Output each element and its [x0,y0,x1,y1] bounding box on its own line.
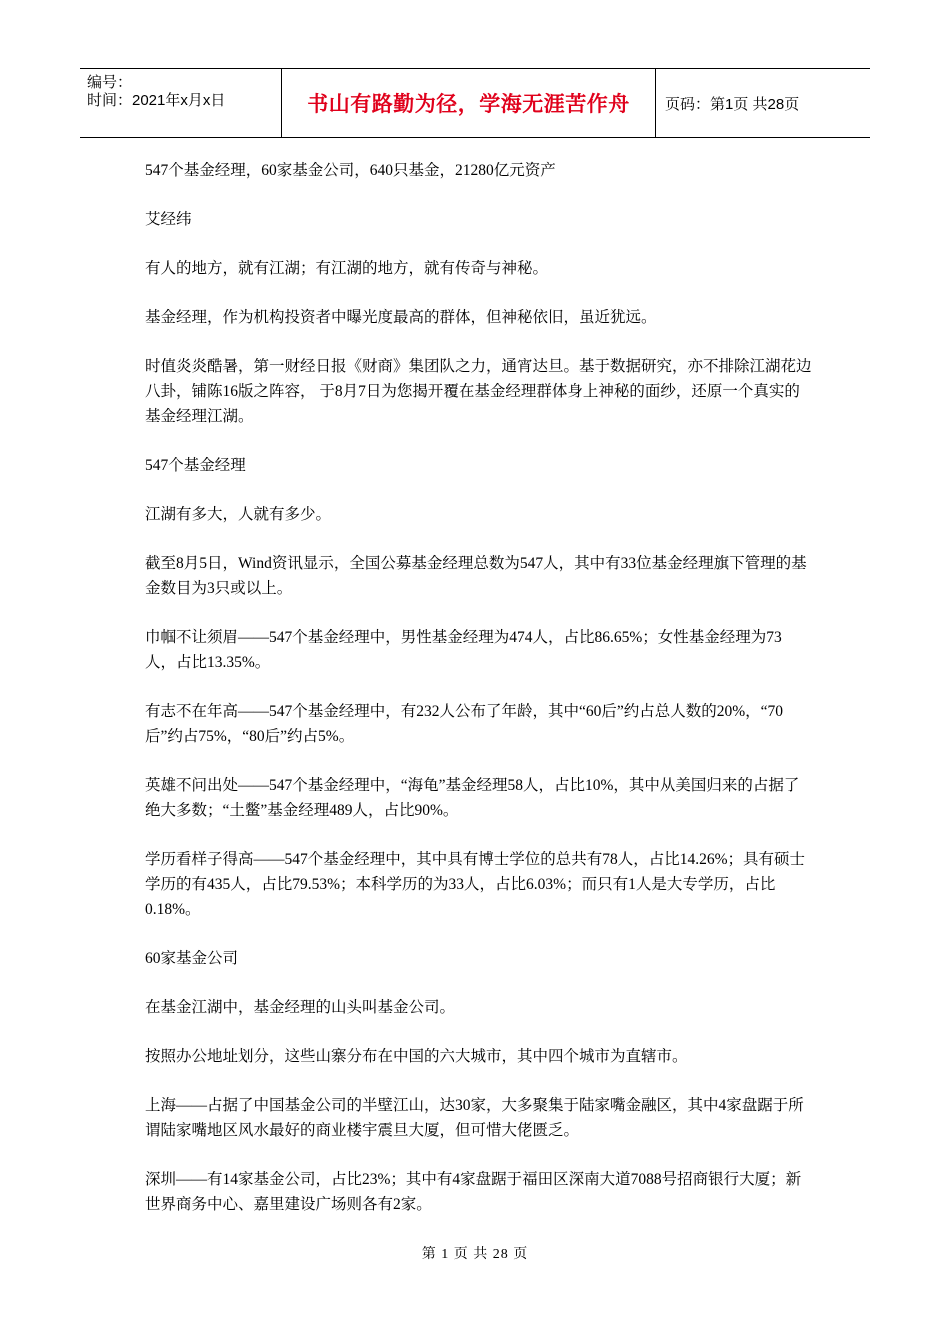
document-date: 时间：2021年x月x日 [87,92,226,109]
paragraph: 时值炎炎酷暑，第一财经日报《财商》集团队之力，通宵达旦。基于数据研究，亦不排除江湖花边八卦，铺陈16版之阵容， 于8月7日为您揭开覆在基金经理群体身上神秘的面纱，还原一个真实的基金经理江湖。 [145,358,812,425]
paragraph: 60家基金公司 [145,950,239,967]
paragraph: 巾帼不让须眉——547个基金经理中，男性基金经理为474人，占比86.65%；女性基金经理为73人，占比13.35%。 [145,629,782,671]
paragraph: 英雄不问出处——547个基金经理中，“海龟”基金经理58人，占比10%，其中从美国归来的占据了绝大多数；“土鳖”基金经理489人，占比90%。 [145,777,800,819]
header-meta [80,69,282,137]
page-header [80,68,870,138]
paragraph: 江湖有多大，人就有多少。 [145,506,332,523]
paragraph: 深圳——有14家基金公司，占比23%；其中有4家盘踞于福田区深南大道7088号招商银行大厦；新世界商务中心、嘉里建设广场则各有2家。 [145,1171,802,1213]
paragraph: 有志不在年高——547个基金经理中，有232人公布了年龄，其中“60后”约占总人数的20%，“70后”约占75%，“80后”约占5%。 [145,703,784,745]
document-body [145,158,812,1241]
paragraph: 艾经纬 [145,211,192,228]
paragraph: 基金经理，作为机构投资者中曝光度最高的群体，但神秘依旧，虽近犹远。 [145,309,657,326]
paragraph: 按照办公地址划分，这些山寨分布在中国的六大城市，其中四个城市为直辖市。 [145,1048,688,1065]
paragraph: 有人的地方，就有江湖；有江湖的地方，就有传奇与神秘。 [145,260,549,277]
header-motto: 书山有路勤为径，学海无涯苦作舟 [282,69,656,137]
header-page-info: 页码：第1页 共28页 [665,95,800,113]
paragraph: 截至8月5日，Wind资讯显示，全国公募基金经理总数为547人，其中有33位基金经理旗下管理的基金数目为3只或以上。 [145,555,807,597]
paragraph: 547个基金经理 [145,457,246,474]
paragraph: 在基金江湖中，基金经理的山头叫基金公司。 [145,999,456,1016]
paragraph: 学历看样子得高——547个基金经理中，其中具有博士学位的总共有78人，占比14.26%；具有硕士学历的有435人，占比79.53%；本科学历的为33人，占比6.03%；而只有1人是大专学历，占比0.18%。 [145,851,806,918]
document-code-label: 编号： [87,74,133,91]
paragraph: 上海——占据了中国基金公司的半壁江山，达30家，大多聚集于陆家嘴金融区，其中4家盘踞于所谓陆家嘴地区风水最好的商业楼宇震旦大厦，但可惜大佬匮乏。 [145,1097,804,1139]
page-footer: 第 1 页 共 28 页 [421,1247,529,1262]
paragraph: 547个基金经理，60家基金公司，640只基金，21280亿元资产 [145,162,556,179]
